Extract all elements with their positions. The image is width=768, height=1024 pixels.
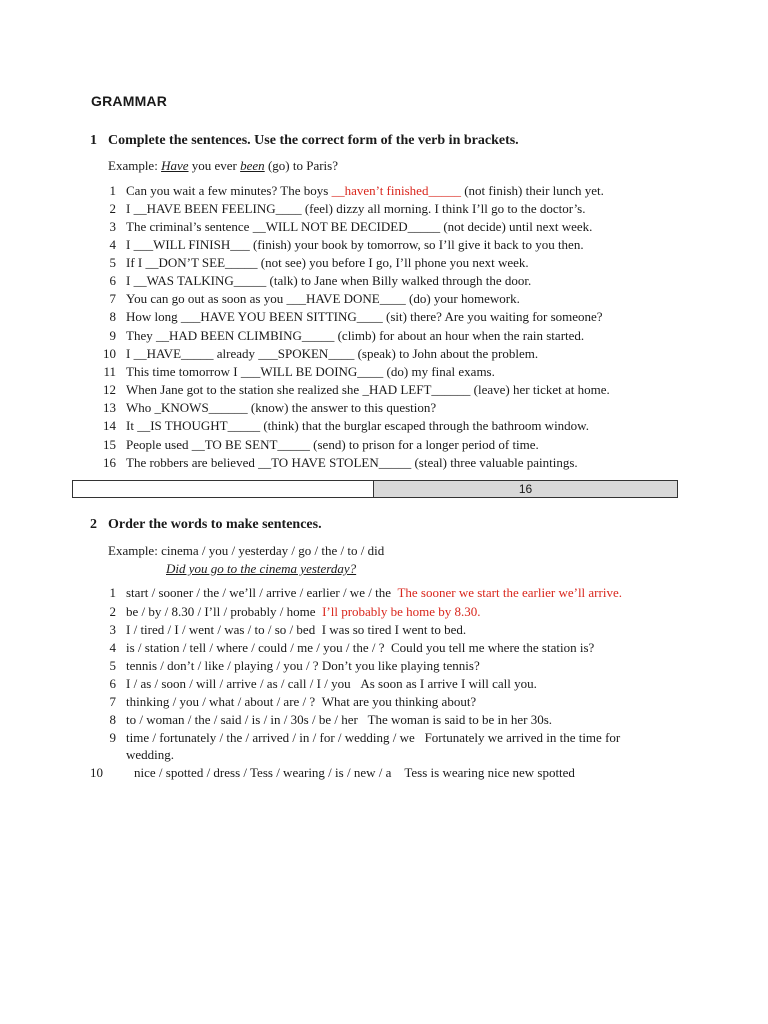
item-answer: __haven’t finished_____: [331, 183, 461, 198]
item-answer: As soon as I arrive I will call you.: [360, 676, 537, 691]
item-number: 2: [109, 604, 116, 619]
item-answer: I was so tired I went to bed.: [321, 622, 467, 637]
item-answer: Don’t you like playing tennis?: [321, 658, 480, 673]
item-words: nice / spotted / dress / Tess / wearing / is / new / a: [134, 765, 392, 780]
score-bar: [72, 480, 678, 498]
item-text: I __HAVE BEEN FEELING____ (feel) dizzy all morning. I think I’ll go to the doctor’s.: [126, 201, 586, 216]
item-text: I __WAS TALKING_____ (talk) to Jane when Billy walked through the door.: [126, 273, 532, 288]
item-answer: Tess is wearing nice new spotted: [404, 765, 575, 780]
list-item: [90, 584, 622, 602]
item-number: 10: [103, 346, 116, 361]
item-number: 11: [103, 364, 116, 379]
item-text: This time tomorrow I ___WILL BE DOING____ (do) my final exams.: [126, 364, 495, 379]
item-answer: Fortunately we arrived in the time for: [424, 730, 621, 745]
list-item: [90, 272, 531, 290]
item-answer: I’ll probably be home by 8.30.: [322, 604, 481, 619]
item-number: 5: [109, 658, 116, 673]
item-text: Who _KNOWS______ (know) the answer to this question?: [126, 400, 437, 415]
item-number: 9: [109, 730, 116, 745]
example-rest: (go) to Paris?: [264, 158, 338, 173]
example-verb-1: Have: [161, 158, 189, 173]
section-1-instruction: Complete the sentences. Use the correct form of the verb in brackets.: [108, 133, 519, 148]
list-item: [90, 399, 436, 417]
section-2-instruction: Order the words to make sentences.: [108, 517, 322, 532]
item-number: 1: [109, 183, 116, 198]
item-text: I __HAVE_____ already ___SPOKEN____ (speak) to John about the problem.: [126, 346, 539, 361]
page-title: GRAMMAR: [91, 93, 168, 109]
list-item: [90, 675, 537, 693]
list-item: [90, 417, 589, 435]
list-item: [90, 345, 538, 363]
item-text: Can you wait a few minutes? The boys: [126, 183, 332, 198]
item-text: If I __DON’T SEE_____ (not see) you before I go, I’ll phone you next week.: [126, 255, 529, 270]
item-number: 8: [109, 712, 116, 727]
item-answer-continued: wedding.: [126, 747, 175, 762]
item-words: be / by / 8.30 / I’ll / probably / home: [126, 604, 316, 619]
item-number: 6: [109, 273, 116, 288]
list-item: [90, 381, 610, 399]
list-item: [90, 363, 495, 381]
section-1-number: 1: [90, 133, 97, 148]
list-item: [90, 711, 552, 729]
example-verb-2: been: [240, 158, 265, 173]
item-words: to / woman / the / said / is / in / 30s / be / her: [126, 712, 358, 727]
list-item: [90, 729, 620, 747]
item-number: 5: [109, 255, 116, 270]
item-number: 10: [90, 765, 103, 780]
item-number: 15: [103, 437, 116, 452]
list-item: [90, 764, 575, 782]
list-item: [90, 182, 604, 200]
item-text: (not finish) their lunch yet.: [460, 183, 604, 198]
item-number: 4: [109, 237, 116, 252]
item-number: 7: [109, 291, 116, 306]
list-item: [90, 603, 481, 621]
item-text: I ___WILL FINISH___ (finish) your book by tomorrow, so I’ll give it back to you then.: [126, 237, 584, 252]
item-number: 9: [109, 328, 116, 343]
item-number: 3: [109, 219, 116, 234]
list-item: [90, 639, 594, 657]
item-text: People used __TO BE SENT_____ (send) to prison for a longer period of time.: [126, 437, 539, 452]
item-words: is / station / tell / where / could / me / you / the / ?: [126, 640, 385, 655]
item-answer: Could you tell me where the station is?: [391, 640, 595, 655]
example-answer: Did you go to the cinema yesterday?: [166, 561, 357, 576]
item-text: The criminal’s sentence __WILL NOT BE DECIDED_____ (not decide) until next week.: [126, 219, 593, 234]
item-number: 8: [109, 309, 116, 324]
example-label: Example:: [108, 543, 158, 558]
item-number: 2: [109, 201, 116, 216]
item-number: 3: [109, 622, 116, 637]
item-number: 7: [109, 694, 116, 709]
item-text: How long ___HAVE YOU BEEN SITTING____ (sit) there? Are you waiting for someone?: [126, 309, 603, 324]
list-item: [90, 236, 584, 254]
example-mid: you ever: [188, 158, 241, 173]
item-words: I / as / soon / will / arrive / as / call / I / you: [126, 676, 351, 691]
item-number: 12: [103, 382, 116, 397]
item-words: start / sooner / the / we’ll / arrive / earlier / we / the: [126, 585, 391, 600]
list-item: [90, 621, 466, 639]
section-1-heading: [90, 133, 519, 149]
item-text: When Jane got to the station she realized she _HAD LEFT______ (leave) her ticket at home.: [126, 382, 610, 397]
list-item: [90, 657, 480, 675]
item-text: The robbers are believed __TO HAVE STOLEN_____ (steal) three valuable paintings.: [126, 455, 578, 470]
list-item: [90, 308, 603, 326]
list-item: [90, 290, 520, 308]
item-words: time / fortunately / the / arrived / in / for / wedding / we: [126, 730, 415, 745]
section-2-example: [108, 543, 384, 559]
example-label: Example:: [108, 158, 158, 173]
item-answer: What are you thinking about?: [321, 694, 477, 709]
list-item: [90, 436, 539, 454]
example-words: cinema / you / yesterday / go / the / to / did: [161, 543, 385, 558]
list-item: [90, 254, 529, 272]
section-1-example: [108, 158, 338, 174]
list-item: [90, 200, 586, 218]
section-2-heading: [90, 517, 322, 533]
item-words: thinking / you / what / about / are / ?: [126, 694, 316, 709]
item-answer: The woman is said to be in her 30s.: [367, 712, 553, 727]
list-item: [90, 693, 476, 711]
item-answer: The sooner we start the earlier we’ll arrive.: [397, 585, 622, 600]
item-text: They __HAD BEEN CLIMBING_____ (climb) for about an hour when the rain started.: [126, 328, 585, 343]
item-number: 14: [103, 418, 116, 433]
item-text: You can go out as soon as you ___HAVE DONE____ (do) your homework.: [126, 291, 520, 306]
item-number: 4: [109, 640, 116, 655]
item-words: tennis / don’t / like / playing / you / ?: [126, 658, 319, 673]
item-number: 6: [109, 676, 116, 691]
item-number: 13: [103, 400, 116, 415]
item-number: 16: [103, 455, 116, 470]
item-number: 1: [109, 585, 116, 600]
section-2-number: 2: [90, 517, 97, 532]
item-text: It __IS THOUGHT_____ (think) that the burglar escaped through the bathroom window.: [126, 418, 589, 433]
score-total: 16: [374, 481, 677, 497]
list-item: [90, 327, 584, 345]
list-item: [90, 218, 592, 236]
score-blank: [73, 481, 374, 497]
list-item: [90, 454, 578, 472]
item-words: I / tired / I / went / was / to / so / bed: [126, 622, 316, 637]
